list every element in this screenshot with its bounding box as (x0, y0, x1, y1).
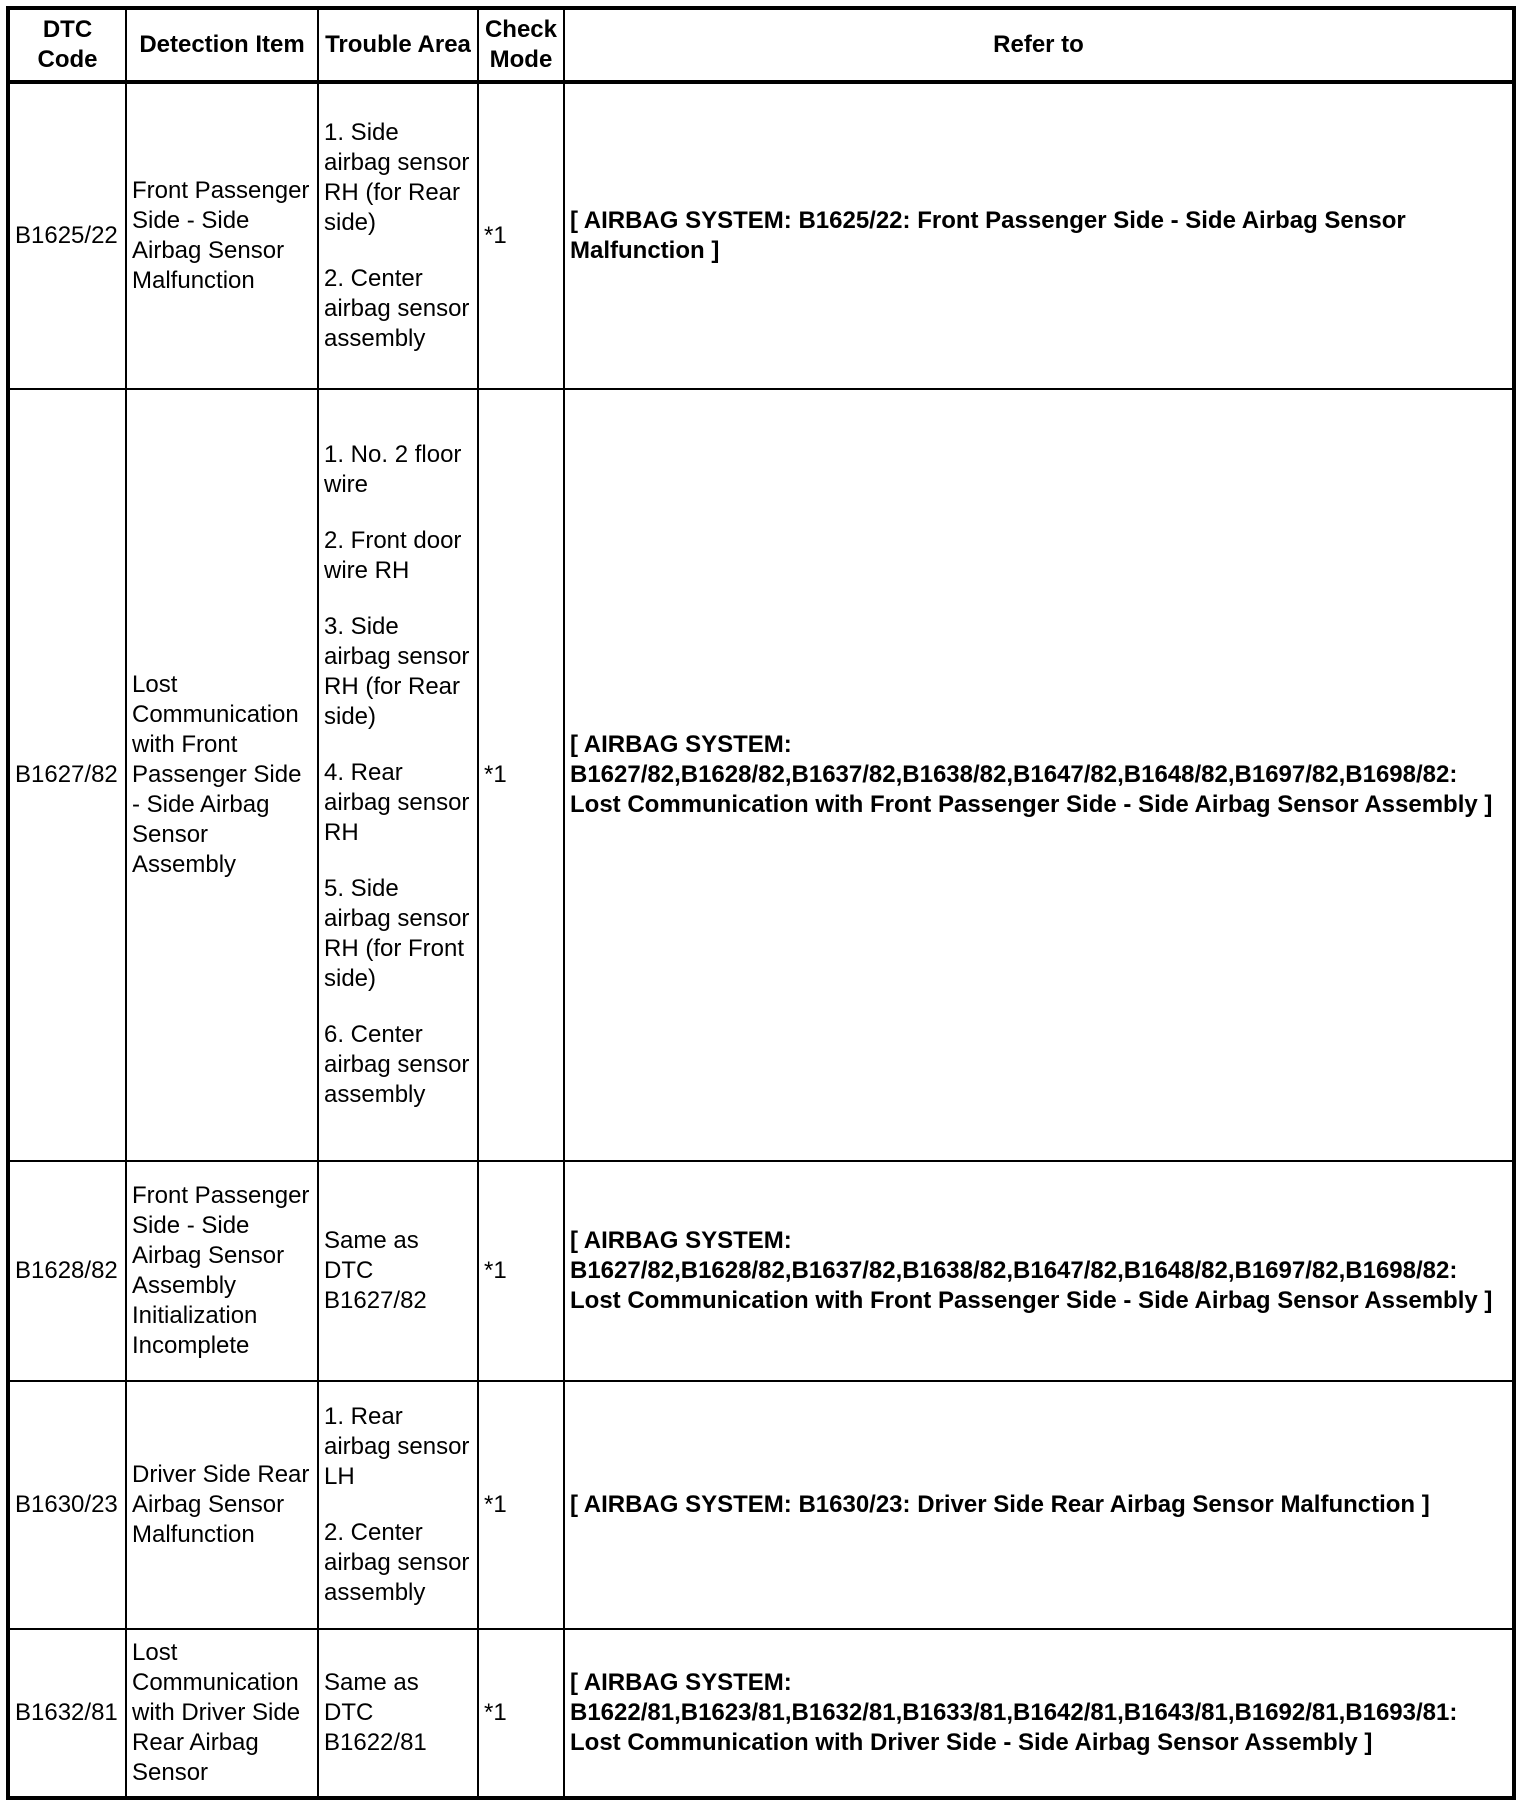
table-row (8, 1381, 1514, 1629)
refer-to-link[interactable]: [ AIRBAG SYSTEM: B1627/82,B1628/82,B1637/82,B1638/82,B1647/82,B1648/82,B1697/82,B1698/82: Lost Communication with Front Passenger Side - Side Airbag Sensor Assembly ] (564, 389, 1514, 1161)
refer-to-link[interactable]: [ AIRBAG SYSTEM: B1622/81,B1623/81,B1632/81,B1633/81,B1642/81,B1643/81,B1692/81,B1693/81: Lost Communication with Driver Side - Side Airbag Sensor Assembly ] (564, 1629, 1514, 1798)
detection-item-cell: Driver Side Rear Airbag Sensor Malfunction (126, 1381, 318, 1629)
trouble-area-item: 1. No. 2 floor wire (324, 441, 462, 498)
check-mode-cell: *1 (478, 1161, 564, 1381)
dtc-table (6, 6, 1516, 1800)
table-row (8, 389, 1514, 1161)
detection-item-cell: Front Passenger Side - Side Airbag Sensor Assembly Initialization Incomplete (126, 1161, 318, 1381)
dtc-code-cell: B1632/81 (8, 1629, 126, 1798)
trouble-area-item: 2. Center airbag sensor assembly (324, 1519, 470, 1606)
trouble-area-cell (318, 389, 478, 1161)
header-refer-to: Refer to (564, 8, 1514, 82)
refer-to-link[interactable]: [ AIRBAG SYSTEM: B1630/23: Driver Side Rear Airbag Sensor Malfunction ] (564, 1381, 1514, 1629)
trouble-area-item: Same as DTC B1622/81 (324, 1669, 427, 1756)
trouble-area-item: 1. Side airbag sensor RH (for Rear side) (324, 119, 470, 236)
trouble-area-item: 1. Rear airbag sensor LH (324, 1403, 470, 1490)
trouble-area-cell (318, 82, 478, 389)
dtc-code-cell: B1627/82 (8, 389, 126, 1161)
trouble-area-cell (318, 1381, 478, 1629)
header-dtc-code: DTC Code (8, 8, 126, 82)
trouble-area-item: Same as DTC B1627/82 (324, 1227, 427, 1314)
header-trouble-area: Trouble Area (318, 8, 478, 82)
refer-to-link[interactable]: [ AIRBAG SYSTEM: B1627/82,B1628/82,B1637/82,B1638/82,B1647/82,B1648/82,B1697/82,B1698/82: Lost Communication with Front Passenger Side - Side Airbag Sensor Assembly ] (564, 1161, 1514, 1381)
table-row (8, 1161, 1514, 1381)
check-mode-cell: *1 (478, 82, 564, 389)
trouble-area-cell (318, 1629, 478, 1798)
detection-item-cell: Lost Communication with Driver Side Rear Airbag Sensor (126, 1629, 318, 1798)
dtc-document (6, 6, 1512, 1787)
dtc-code-cell: B1628/82 (8, 1161, 126, 1381)
trouble-area-item: 5. Side airbag sensor RH (for Front side) (324, 875, 470, 992)
dtc-code-cell: B1630/23 (8, 1381, 126, 1629)
trouble-area-item: 4. Rear airbag sensor RH (324, 759, 470, 846)
detection-item-cell: Front Passenger Side - Side Airbag Sensor Malfunction (126, 82, 318, 389)
check-mode-cell: *1 (478, 1381, 564, 1629)
check-mode-cell: *1 (478, 1629, 564, 1798)
header-detection-item: Detection Item (126, 8, 318, 82)
trouble-area-item: 2. Front door wire RH (324, 527, 462, 584)
trouble-area-item: 2. Center airbag sensor assembly (324, 265, 470, 352)
check-mode-cell: *1 (478, 389, 564, 1161)
trouble-area-item: 3. Side airbag sensor RH (for Rear side) (324, 613, 470, 730)
table-row (8, 82, 1514, 389)
detection-item-cell: Lost Communication with Front Passenger Side - Side Airbag Sensor Assembly (126, 389, 318, 1161)
refer-to-link[interactable]: [ AIRBAG SYSTEM: B1625/22: Front Passenger Side - Side Airbag Sensor Malfunction ] (564, 82, 1514, 389)
table-row (8, 1629, 1514, 1798)
trouble-area-item: 6. Center airbag sensor assembly (324, 1021, 470, 1108)
header-row (8, 8, 1514, 82)
header-check-mode: Check Mode (478, 8, 564, 82)
trouble-area-cell (318, 1161, 478, 1381)
dtc-code-cell: B1625/22 (8, 82, 126, 389)
